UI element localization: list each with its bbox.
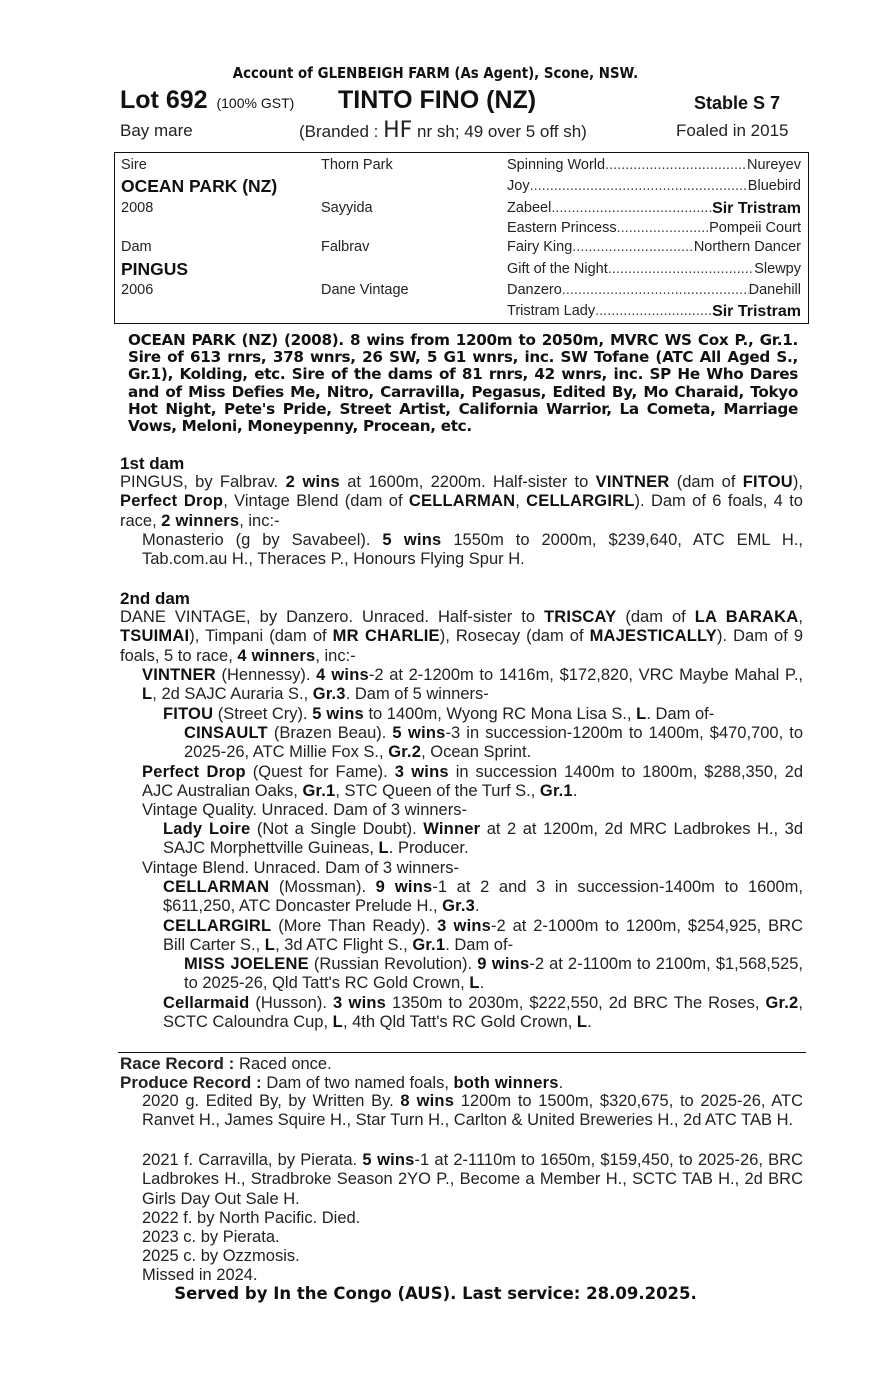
sire-dam: Sayyida — [321, 200, 373, 216]
first-dam-title: 1st dam — [120, 454, 185, 473]
served-note: Served by In the Congo (AUS). Last service: 28.09.2025. — [174, 1284, 697, 1303]
second-dam-title: 2nd dam — [120, 589, 190, 608]
dam-label: Dam — [121, 239, 152, 255]
brand-mark: HF — [383, 118, 413, 143]
dam-year: 2006 — [121, 282, 154, 298]
pedigree-entry: Tristram Lady ..... Sir Tristram — [507, 303, 801, 321]
pedigree-entry: Spinning World ..... Nureyev — [507, 157, 801, 173]
sire-name: OCEAN PARK (NZ) — [121, 176, 278, 196]
produce-2025: 2025 c. by Ozzmosis. — [142, 1247, 300, 1265]
grandsire: Thorn Park — [321, 157, 393, 173]
pedigree-entry: Zabeel ..... Sir Tristram — [507, 200, 801, 218]
pedigree-entry: Joy ..... Bluebird — [507, 178, 801, 194]
missed-2024: Missed in 2024. — [142, 1266, 258, 1284]
divider — [118, 1052, 806, 1053]
dam-sire: Falbrav — [321, 239, 370, 255]
gst-note: (100% GST) — [216, 95, 295, 111]
perfect-drop-entry: Perfect Drop (Quest for Fame). 3 wins in succession 1400m to 1800m, $288,350, 2d AJC Australian Oaks, Gr.1, STC Queen of the Turf S., Gr.1. — [142, 763, 803, 801]
vintner-entry: VINTNER (Hennessy). 4 wins-2 at 2-1200m to 1416m, $172,820, VRC Maybe Mahal P., L, 2d SAJC Auraria S., Gr.3. Dam of 5 winners- — [142, 666, 804, 704]
lot-label: Lot 692 — [120, 86, 208, 114]
second-dam-paragraph: DANE VINTAGE, by Danzero. Unraced. Half-sister to TRISCAY (dam of LA BARAKA, TSUIMAI), Timpani (dam of MR CHARLIE), Rosecay (dam of MAJESTICALLY). Dam of 9 foals, 5 to race, 4 winners, inc:- — [120, 608, 804, 665]
horse-description: Bay mare — [120, 121, 193, 140]
stable-number: Stable S 7 — [694, 93, 781, 113]
lady-loire-entry: Lady Loire (Not a Single Doubt). Winner at 2 at 1200m, 2d MRC Ladbrokes H., 3d SAJC Morphettville Guineas, L. Producer. — [163, 820, 803, 858]
monasterio-entry: Monasterio (g by Savabeel). 5 wins 1550m to 2000m, $239,640, ATC EML H., Tab.com.au H., Theraces P., Honours Flying Spur H. — [142, 531, 803, 569]
vintage-blend-entry: Vintage Blend. Unraced. Dam of 3 winners- — [142, 859, 460, 877]
dam-name: PINGUS — [121, 259, 189, 279]
brand-suffix: nr sh; 49 over 5 off sh) — [412, 122, 587, 141]
vintage-quality-entry: Vintage Quality. Unraced. Dam of 3 winners- — [142, 801, 467, 819]
produce-2022: 2022 f. by North Pacific. Died. — [142, 1209, 361, 1227]
fitou-entry: FITOU (Street Cry). 5 wins to 1400m, Wyong RC Mona Lisa S., L. Dam of- — [163, 705, 715, 723]
account-line: Account of GLENBEIGH FARM (As Agent), Scone, NSW. — [232, 64, 639, 82]
cellargirl-entry: CELLARGIRL (More Than Ready). 3 wins-2 at 2-1000m to 1200m, $254,925, BRC Bill Carter S., L, 3d ATC Flight S., Gr.1. Dam of- — [163, 917, 803, 955]
sire-summary: OCEAN PARK (NZ) (2008). 8 wins from 1200m to 2050m, MVRC WS Cox P., Gr.1. Sire of 613 rnrs, 378 wnrs, 26 SW, 5 G1 wnrs, inc. SW Tofane (ATC All Aged S., Gr.1), Kolding, etc. Sire of the dams of 81 rnrs, 42 wnrs, inc. SP He Who Dares and of Miss Defies Me, Nitro, Carravilla, Pegasus, Edited By, Mo Charaid, Tokyo Hot Night, Pete's Pride, Street Artist, California Warrior, La Cometa, Marriage Vows, Meloni, Moneypenny, Procean, etc. — [128, 331, 798, 436]
foaled-year: Foaled in 2015 — [676, 121, 789, 140]
cellarman-entry: CELLARMAN (Mossman). 9 wins-1 at 2 and 3 in succession-1400m to 1600m, $611,250, ATC Doncaster Prelude H., Gr.3. — [163, 878, 804, 916]
first-dam-paragraph: PINGUS, by Falbrav. 2 wins at 1600m, 2200m. Half-sister to VINTNER (dam of FITOU), Perfect Drop, Vintage Blend (dam of CELLARMAN, CELLARGIRL). Dam of 6 foals, 4 to race, 2 winners, inc:- — [120, 473, 804, 530]
second-dam-name: Dane Vintage — [321, 282, 409, 298]
cellarmaid-entry: Cellarmaid (Husson). 3 wins 1350m to 2030m, $222,550, 2d BRC The Roses, Gr.2, SCTC Caloundra Cup, L, 4th Qld Tatt's RC Gold Crown, L. — [163, 994, 804, 1032]
produce-record: Produce Record : Dam of two named foals, both winners. — [120, 1073, 564, 1092]
produce-2020: 2020 g. Edited By, by Written By. 8 wins 1200m to 1500m, $320,675, to 2025-26, ATC Ranvet H., James Squire H., Star Turn H., Carlton & United Breweries H., 2d ATC TAB H. — [142, 1092, 803, 1130]
pedigree-entry: Gift of the Night ..... Slewpy — [507, 261, 801, 277]
brand-info — [299, 118, 587, 143]
pedigree-entry: Fairy King ..... Northern Dancer — [507, 239, 801, 255]
race-record: Race Record : Raced once. — [120, 1054, 332, 1073]
horse-name: TINTO FINO (NZ) — [338, 86, 537, 114]
produce-2023: 2023 c. by Pierata. — [142, 1228, 280, 1246]
sire-year: 2008 — [121, 200, 154, 216]
brand-prefix: (Branded : — [299, 122, 384, 141]
sire-label: Sire — [121, 157, 147, 173]
pedigree-table — [114, 152, 809, 324]
lot-number — [120, 86, 294, 115]
miss-joelene-entry: MISS JOELENE (Russian Revolution). 9 wins-2 at 2-1100m to 2100m, $1,568,525, to 2025-26, Qld Tatt's RC Gold Crown, L. — [184, 955, 803, 993]
pedigree-entry: Danzero ..... Danehill — [507, 282, 801, 298]
cinsault-entry: CINSAULT (Brazen Beau). 5 wins-3 in succession-1200m to 1400m, $470,700, to 2025-26, ATC Millie Fox S., Gr.2, Ocean Sprint. — [184, 724, 804, 762]
pedigree-entry: Eastern Princess ..... Pompeii Court — [507, 220, 801, 236]
produce-2021: 2021 f. Carravilla, by Pierata. 5 wins-1 at 2-1110m to 1650m, $159,450, to 2025-26, BRC Ladbrokes H., Stradbroke Season 2YO P., Become a Member H., SCTC TAB H., 2d BRC Girls Day Out Sale H. — [142, 1151, 803, 1208]
